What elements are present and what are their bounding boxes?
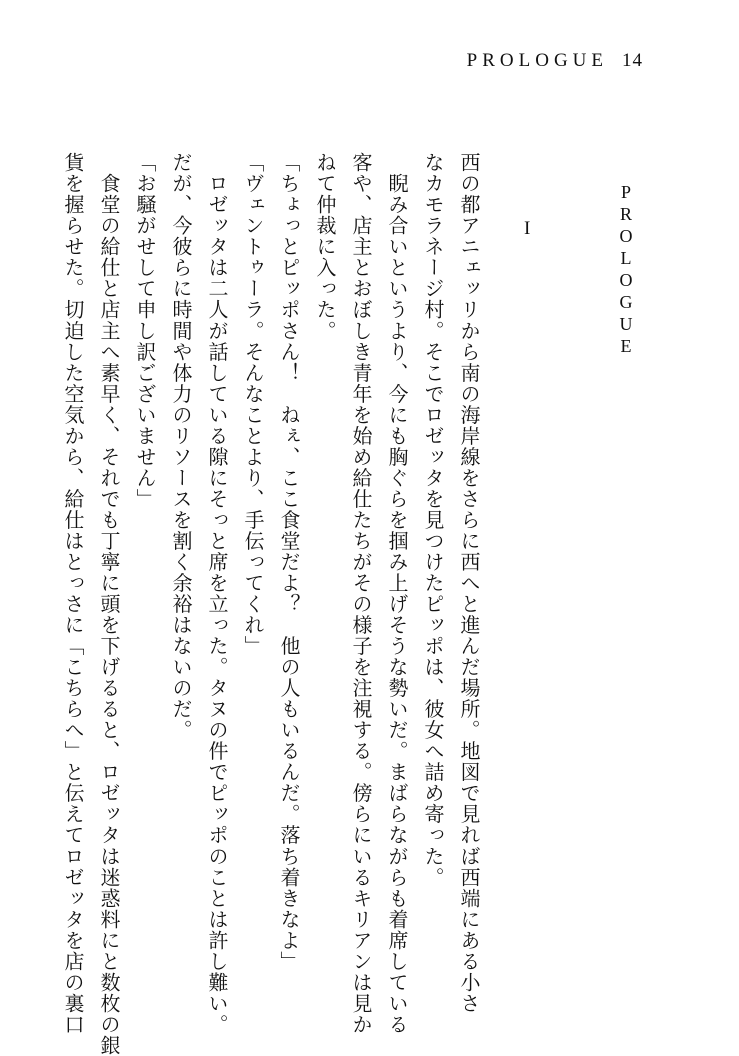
body-line: 食堂の給仕と店主へ素早く、それでも丁寧に頭を下げるると、ロゼッタは迷惑料にと数枚の銀 — [97, 152, 121, 1056]
page-number: 14 — [622, 50, 643, 71]
running-header — [467, 50, 643, 72]
header-title: PROLOGUE — [466, 50, 608, 71]
body-line: だが、今彼らに時間や体力のリソースを割く余裕はないのだ。 — [169, 152, 193, 741]
body-line: 「ちょっとピッポさん！ ねぇ、ここ食堂だよ？ 他の人もいるんだ。落ち着きなよ」 — [277, 152, 301, 972]
body-line: 貨を握らせた。切迫した空気から、給仕はとっさに「こちらへ」と伝えてロゼッタを店の裏口 — [61, 152, 85, 1035]
body-line: 西の都アニェッリから南の海岸線をさらに西へと進んだ場所。地図で見れば西端にある小さ — [457, 152, 481, 1014]
body-line: 客や、店主とおぼしき青年を始め給仕たちがその様子を注視する。傍らにいるキリアンは見か — [349, 152, 373, 1035]
body-line: 睨み合いというより、今にも胸ぐらを掴み上げそうな勢いだ。まばらながらも着席している — [385, 152, 409, 1035]
section-number: I — [524, 218, 531, 239]
body-line: ロゼッタは二人が話している隙にそっと席を立った。タヌの件でピッポのことは許し難い。 — [205, 152, 229, 1035]
body-line: 「お騒がせして申し訳ございません」 — [133, 152, 157, 510]
body-line: なカモラネージ村。そこでロゼッタを見つけたピッポは、彼女へ詰め寄った。 — [421, 152, 445, 888]
body-line: ねて仲裁に入った。 — [313, 152, 337, 342]
body-line: 「ヴェントゥーラ。そんなことより、手伝ってくれ」 — [241, 152, 265, 657]
chapter-title: PROLOGUE — [616, 182, 636, 358]
